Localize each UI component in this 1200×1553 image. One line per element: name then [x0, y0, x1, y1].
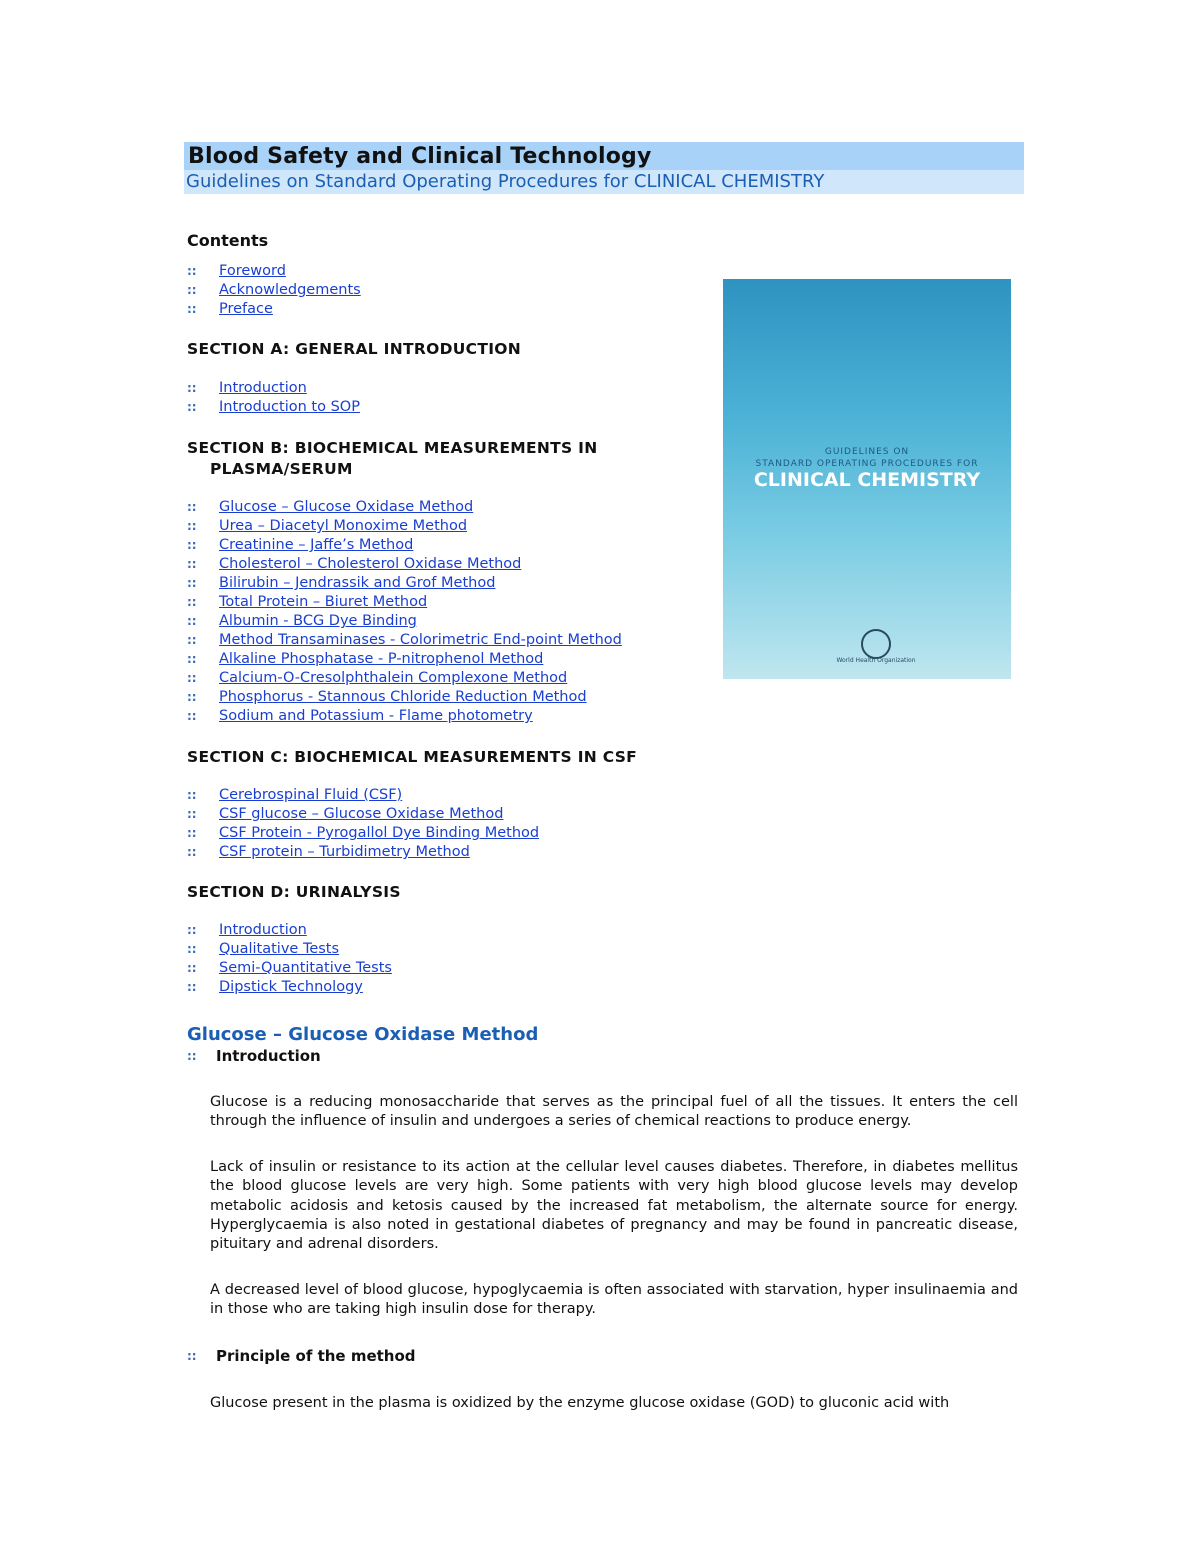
introduction-label: Introduction — [216, 1047, 321, 1065]
section-c-heading: SECTION C: BIOCHEMICAL MEASUREMENTS IN CSF — [187, 748, 638, 766]
bullet-icon: :: — [187, 709, 197, 723]
toc-link[interactable]: Cerebrospinal Fluid (CSF) — [219, 787, 403, 803]
who-emblem-icon — [861, 629, 891, 659]
bullet-icon: :: — [187, 538, 197, 552]
bullet-icon: :: — [187, 381, 197, 395]
toc-link[interactable]: Semi-Quantitative Tests — [219, 960, 392, 976]
toc-link[interactable]: Introduction — [219, 922, 307, 938]
bullet-icon: :: — [187, 557, 197, 571]
toc-link[interactable]: CSF protein – Turbidimetry Method — [219, 844, 470, 860]
bullet-icon: :: — [187, 1349, 197, 1363]
bullet-icon: :: — [187, 595, 197, 609]
paragraph-3: A decreased level of blood glucose, hypoglycaemia is often associated with starvation, hyper insulinaemia and in those who are taking high insulin dose for therapy. — [210, 1282, 1018, 1318]
bullet-icon: :: — [187, 302, 197, 316]
bullet-icon: :: — [187, 671, 197, 685]
book-cover-image — [723, 279, 1011, 679]
cover-line2: STANDARD OPERATING PROCEDURES FOR — [755, 459, 979, 469]
section-d-heading: SECTION D: URINALYSIS — [187, 883, 401, 901]
bullet-icon: :: — [187, 519, 197, 533]
bullet-icon: :: — [187, 942, 197, 956]
toc-link[interactable]: Bilirubin – Jendrassik and Grof Method — [219, 575, 496, 591]
bullet-icon: :: — [187, 264, 197, 278]
toc-link[interactable]: Cholesterol – Cholesterol Oxidase Method — [219, 556, 522, 572]
principle-label: Principle of the method — [216, 1347, 416, 1365]
title-bar — [184, 142, 1024, 170]
toc-link[interactable]: Introduction — [219, 380, 307, 396]
bullet-icon: :: — [187, 788, 197, 802]
toc-link[interactable]: Glucose – Glucose Oxidase Method — [219, 499, 474, 515]
bullet-icon: :: — [187, 923, 197, 937]
toc-link[interactable]: Creatinine – Jaffe’s Method — [219, 537, 414, 553]
bullet-icon: :: — [187, 961, 197, 975]
toc-link[interactable]: Dipstick Technology — [219, 979, 363, 995]
glucose-section-title: Glucose – Glucose Oxidase Method — [187, 1024, 539, 1045]
toc-link[interactable]: Method Transaminases - Colorimetric End-point Method — [219, 632, 622, 648]
bullet-icon: :: — [187, 400, 197, 414]
bullet-icon: :: — [187, 614, 197, 628]
section-a-heading: SECTION A: GENERAL INTRODUCTION — [187, 340, 522, 358]
cover-org: World Health Organization — [836, 657, 916, 664]
paragraph-4: Glucose present in the plasma is oxidized by the enzyme glucose oxidase (GOD) to gluconic acid with — [210, 1395, 950, 1411]
section-b-heading-cont: PLASMA/SERUM — [210, 460, 353, 478]
bullet-icon: :: — [187, 652, 197, 666]
page-title: Blood Safety and Clinical Technology — [188, 144, 652, 169]
bullet-icon: :: — [187, 576, 197, 590]
toc-link[interactable]: Foreword — [219, 263, 286, 279]
cover-line1: GUIDELINES ON — [824, 447, 910, 457]
toc-link[interactable]: CSF glucose – Glucose Oxidase Method — [219, 806, 504, 822]
bullet-icon: :: — [187, 690, 197, 704]
paragraph-2: Lack of insulin or resistance to its action at the cellular level causes diabetes. Therefore, in diabetes mellitus the blood glucose levels are very high. Some patients with very high blood glucose levels may develop metabolic acidosis and ketosis caused by the increased fat metabolism, the alternate source for energy. Hyperglycaemia is also noted in gestational diabetes of pregnancy and may be found in pancreatic disease, pituitary and adrenal disorders. — [210, 1159, 1018, 1253]
page-subtitle: Guidelines on Standard Operating Procedures for CLINICAL CHEMISTRY — [186, 171, 825, 192]
toc-link[interactable]: Acknowledgements — [219, 282, 361, 298]
toc-link[interactable]: Albumin - BCG Dye Binding — [219, 613, 417, 629]
toc-link[interactable]: Total Protein – Biuret Method — [219, 594, 428, 610]
toc-link[interactable]: Introduction to SOP — [219, 399, 360, 415]
bullet-icon: :: — [187, 826, 197, 840]
bullet-icon: :: — [187, 500, 197, 514]
contents-heading: Contents — [187, 231, 269, 250]
section-b-heading: SECTION B: BIOCHEMICAL MEASUREMENTS IN — [187, 439, 598, 457]
toc-link[interactable]: Qualitative Tests — [219, 941, 340, 957]
paragraph-1: Glucose is a reducing monosaccharide that serves as the principal fuel of all the tissues. It enters the cell through the influence of insulin and undergoes a series of chemical reactions to produce energy. — [210, 1094, 1018, 1130]
toc-link[interactable]: Calcium-O-Cresolphthalein Complexone Method — [219, 670, 568, 686]
bullet-icon: :: — [187, 633, 197, 647]
cover-title: CLINICAL CHEMISTRY — [753, 469, 981, 491]
bullet-icon: :: — [187, 283, 197, 297]
toc-link[interactable]: Preface — [219, 301, 273, 317]
toc-link[interactable]: Sodium and Potassium - Flame photometry — [219, 708, 533, 724]
subtitle-bar — [184, 170, 1024, 194]
bullet-icon: :: — [187, 807, 197, 821]
bullet-icon: :: — [187, 845, 197, 859]
toc-link[interactable]: Alkaline Phosphatase - P-nitrophenol Method — [219, 651, 544, 667]
toc-link[interactable]: Phosphorus - Stannous Chloride Reduction Method — [219, 689, 587, 705]
toc-link[interactable]: Urea – Diacetyl Monoxime Method — [219, 518, 468, 534]
bullet-icon: :: — [187, 1049, 197, 1063]
toc-link[interactable]: CSF Protein - Pyrogallol Dye Binding Method — [219, 825, 540, 841]
bullet-icon: :: — [187, 980, 197, 994]
document-header — [184, 142, 1024, 194]
